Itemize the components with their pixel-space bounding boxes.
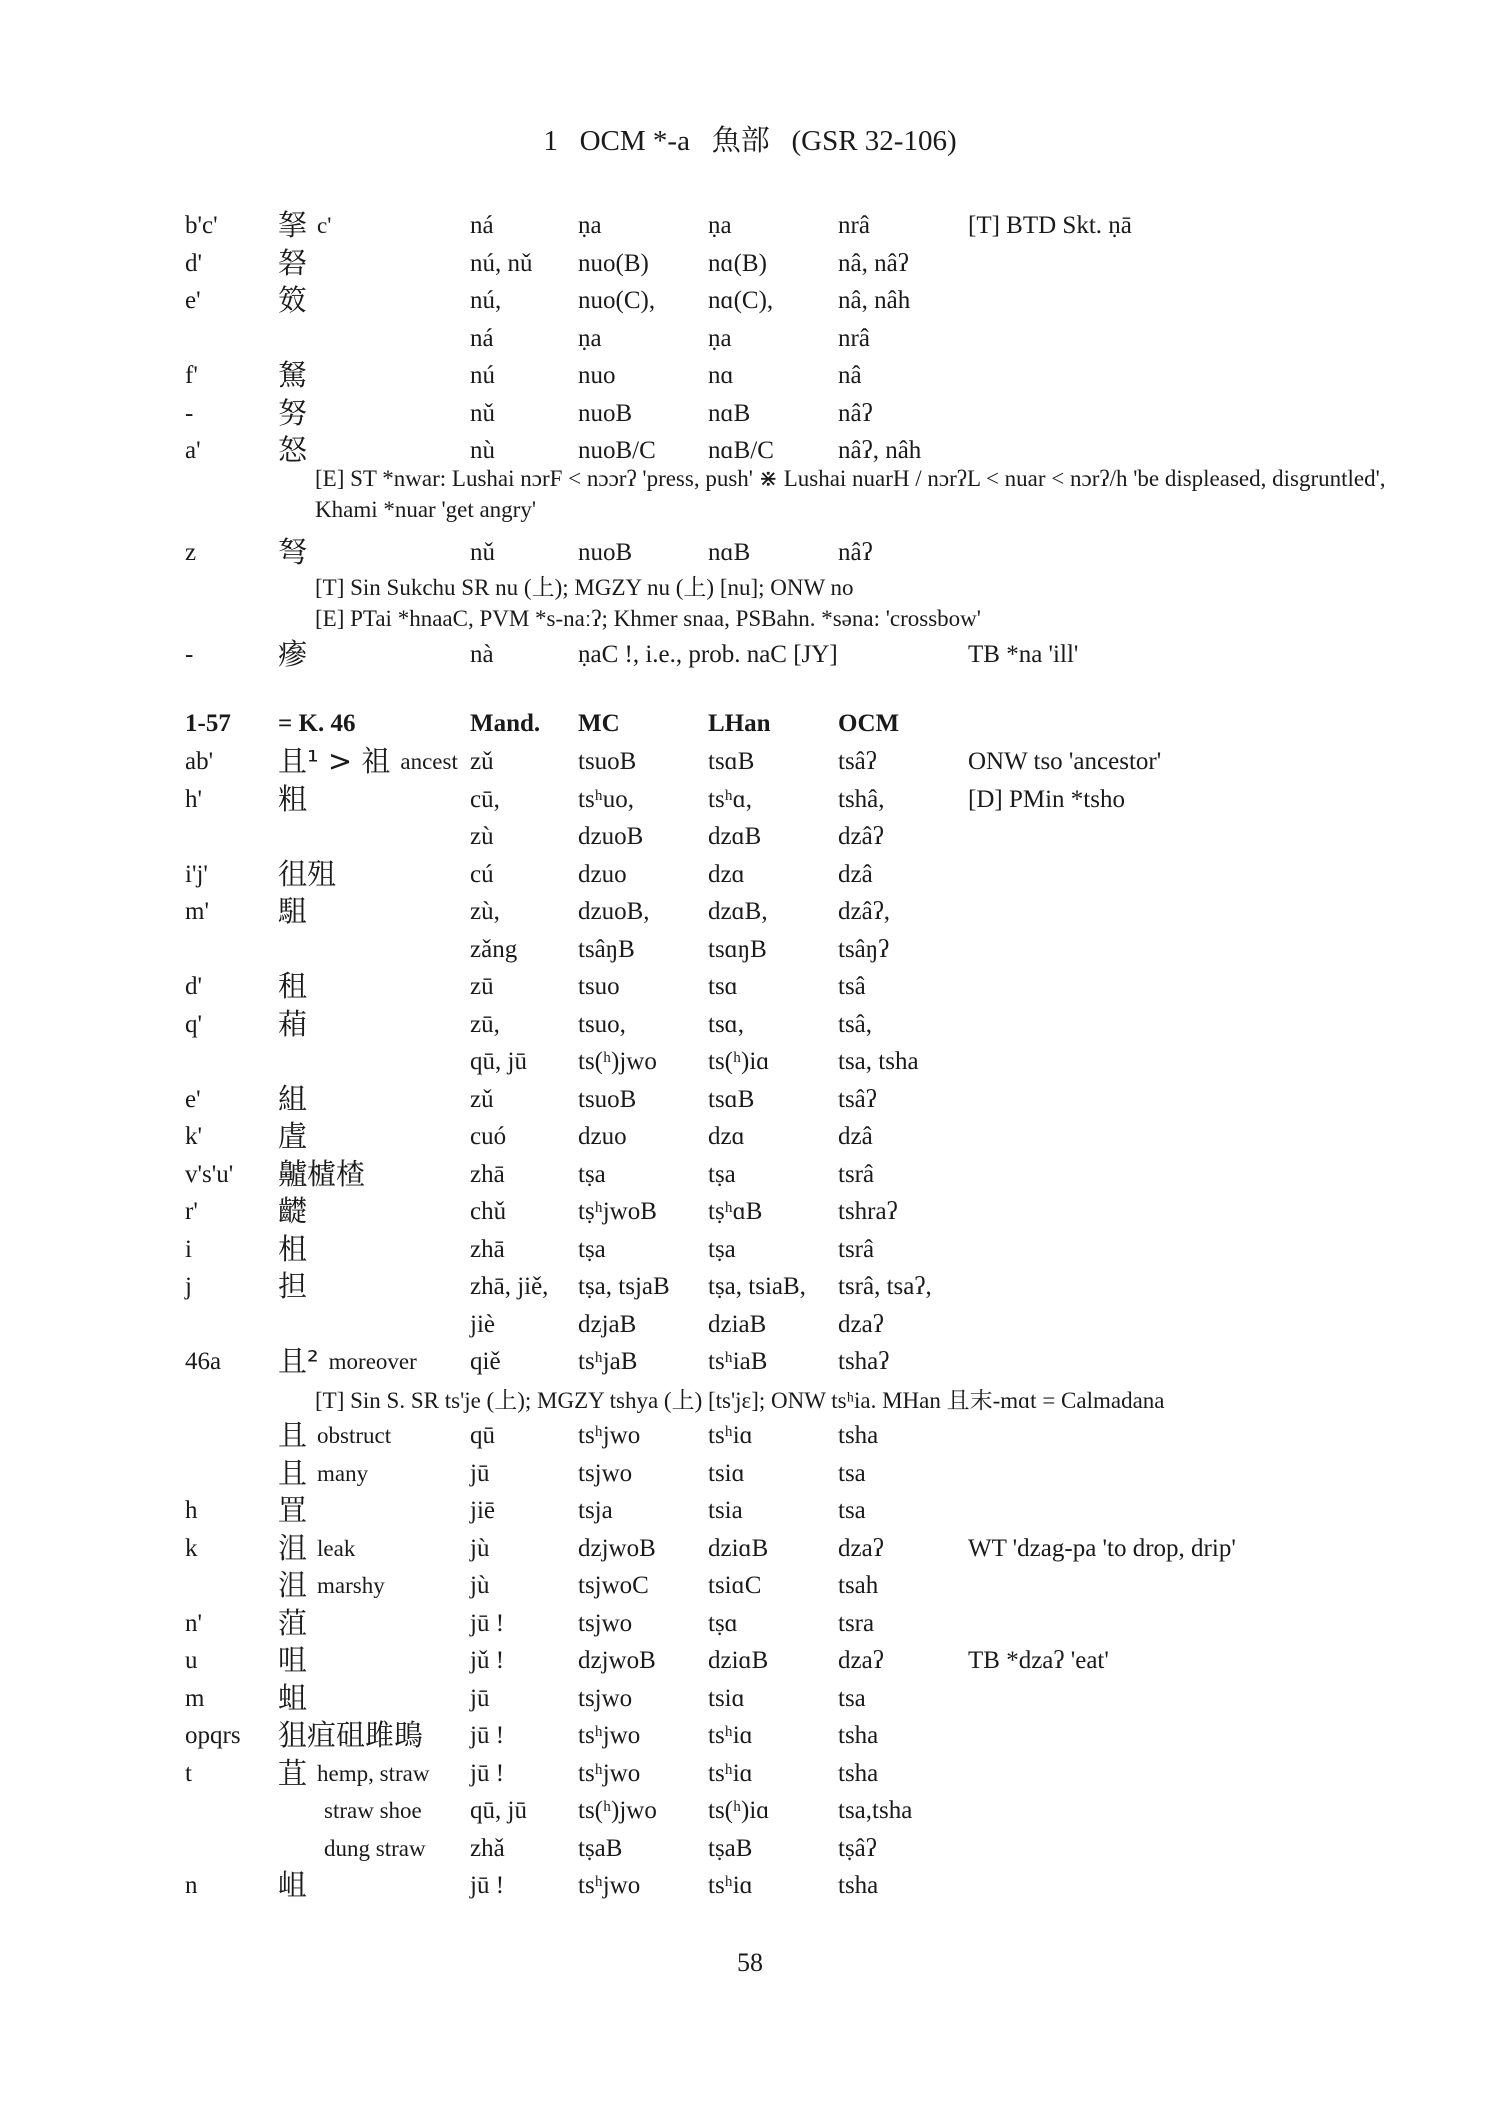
old-chinese-reading: tsâʔ: [838, 748, 877, 775]
gsr-number: opqrs: [185, 1722, 241, 1749]
mandarin-reading: zhā: [470, 1160, 505, 1188]
middle-chinese-reading: tṣaB: [578, 1834, 623, 1862]
gsr-number: h': [185, 785, 203, 813]
header-label: OCM *-a: [579, 125, 690, 157]
later-han-reading: nɑB: [708, 399, 751, 427]
row-note: TB *dzaʔ 'eat': [968, 1647, 1109, 1674]
character: 齇樝楂: [278, 1156, 366, 1191]
character: 沮: [278, 1530, 308, 1565]
middle-chinese-reading: tsuoB: [578, 1085, 637, 1113]
old-chinese-reading: dzâ: [838, 860, 873, 888]
mandarin-reading: ná: [470, 212, 494, 239]
middle-chinese-reading: nuoB: [578, 539, 633, 566]
middle-chinese-reading: tṣa: [578, 1235, 606, 1263]
character: 徂殂: [278, 856, 337, 891]
character: 怒: [278, 433, 308, 467]
later-han-reading: dzɑB,: [708, 898, 768, 925]
table-row: [0, 1118, 1500, 1155]
character: 拏: [278, 208, 308, 242]
later-han-reading: ṇa: [708, 324, 732, 352]
character: 岨: [278, 1868, 308, 1902]
gloss: straw shoe: [324, 1798, 422, 1823]
mandarin-reading: jù: [470, 1572, 490, 1599]
later-han-reading: nɑ(C),: [708, 287, 774, 314]
etymology-note: [T] Sin Sukchu SR nu (上); MGZY nu (上) [nu]; ONW no: [315, 575, 854, 600]
mandarin-reading: qū: [470, 1422, 495, 1449]
later-han-reading: dziaB: [708, 1310, 767, 1338]
gloss: ancest: [400, 749, 458, 774]
middle-chinese-reading: tsʰjwo: [578, 1422, 641, 1449]
middle-chinese-reading: ts(ʰ)jwo: [578, 1797, 657, 1824]
etymology-note: [E] ST *nwar: Lushai nɔrF < nɔɔrʔ 'press, push' ⋇ Lushai nuarH / nɔrʔL < nuar < nɔrʔ/h 'be displeased, disgruntled', Khami *nuar 'get angry': [315, 466, 1386, 522]
old-chinese-reading: tsrâ: [838, 1235, 875, 1263]
later-han-reading: tsʰiɑ: [708, 1722, 753, 1749]
mandarin-reading: jū !: [470, 1872, 505, 1899]
later-han-reading: tṣa: [708, 1235, 736, 1263]
col-lhan: LHan: [708, 710, 771, 737]
mandarin-reading: jǔ !: [470, 1647, 505, 1674]
old-chinese-reading: tsah: [838, 1572, 879, 1599]
page-number: 58: [737, 1948, 763, 1977]
character: 柤: [278, 1231, 308, 1266]
gsr-number: n: [185, 1872, 198, 1899]
old-chinese-reading: tsrâ: [838, 1160, 875, 1188]
character: 沮: [278, 1568, 308, 1602]
middle-chinese-reading: tsjwo: [578, 1684, 633, 1712]
table-row: [0, 931, 1500, 968]
middle-chinese-reading: nuo(C),: [578, 287, 656, 314]
middle-chinese-reading: dzjwoB: [578, 1534, 656, 1562]
middle-chinese-reading: tsʰjwo: [578, 1722, 641, 1749]
character: 苴: [278, 1755, 308, 1790]
gsr-number: n': [185, 1609, 203, 1637]
gsr-number: f': [185, 362, 198, 389]
row-note: [T] BTD Skt. ṇā: [968, 212, 1132, 239]
mandarin-reading: zǎng: [470, 935, 518, 963]
old-chinese-reading: tshâ,: [838, 785, 885, 813]
later-han-reading: ts(ʰ)iɑ: [708, 1797, 770, 1824]
old-chinese-reading: nâ, nâh: [838, 287, 911, 314]
gsr-number: -: [185, 641, 194, 668]
mandarin-reading: zù: [470, 823, 494, 850]
gloss: leak: [317, 1535, 356, 1561]
middle-chinese-reading: tsuo: [578, 973, 620, 1000]
middle-chinese-reading: tsja: [578, 1497, 613, 1524]
section-number: 1-57: [185, 710, 231, 737]
old-chinese-reading: nâʔ: [838, 539, 873, 566]
table-row: [0, 207, 1500, 244]
table-row: [0, 1642, 1500, 1679]
table-row: [0, 893, 1500, 930]
gloss: obstruct: [317, 1423, 392, 1448]
middle-chinese-reading: tṣa, tsjaB: [578, 1273, 670, 1300]
middle-chinese-reading: tsuo,: [578, 1010, 626, 1038]
middle-chinese-reading: tsʰjwo: [578, 1759, 641, 1787]
later-han-reading: tsɑŋB: [708, 935, 767, 963]
mandarin-reading: zhā, jiě,: [470, 1273, 549, 1300]
mandarin-reading: zū: [470, 973, 494, 1000]
gsr-number: e': [185, 287, 201, 314]
middle-chinese-reading: dzuoB: [578, 823, 644, 850]
middle-chinese-reading: tsʰjwo: [578, 1872, 641, 1899]
gloss: marshy: [317, 1573, 385, 1598]
gsr-number: m': [185, 898, 209, 925]
table-row: [0, 1717, 1500, 1754]
old-chinese-reading: tsa, tsha: [838, 1048, 919, 1075]
table-row: [0, 1530, 1500, 1567]
later-han-reading: dzɑ: [708, 1123, 745, 1150]
table-row: [0, 1755, 1500, 1792]
mandarin-reading: jù: [470, 1534, 490, 1562]
table-row: [0, 1867, 1500, 1904]
gsr-number: d': [185, 249, 203, 277]
later-han-reading: tṣaB: [708, 1834, 753, 1862]
old-chinese-reading: tsha: [838, 1422, 879, 1449]
table-row: [0, 743, 1500, 780]
gsr-number: e': [185, 1085, 201, 1113]
gsr-number: u: [185, 1647, 198, 1674]
character: 笯: [278, 283, 308, 317]
old-chinese-reading: dzaʔ: [838, 1310, 884, 1338]
later-han-reading: dziɑB: [708, 1534, 769, 1562]
table-row: [0, 282, 1500, 319]
old-chinese-reading: tsâŋʔ: [838, 935, 890, 963]
middle-chinese-reading: tsjwo: [578, 1459, 633, 1487]
middle-chinese-reading: dzjaB: [578, 1310, 637, 1338]
gsr-number: d': [185, 973, 203, 1000]
gsr-number: ab': [185, 748, 214, 775]
old-chinese-reading: tshraʔ: [838, 1198, 898, 1225]
table-row: [0, 245, 1500, 282]
middle-chinese-reading: nuo: [578, 362, 616, 389]
mandarin-reading: zǔ: [470, 1085, 494, 1113]
middle-chinese-reading: ṇaC !, i.e., prob. naC [JY]: [578, 641, 838, 668]
middle-chinese-reading: ts(ʰ)jwo: [578, 1048, 657, 1075]
old-chinese-reading: nâʔ, nâh: [838, 437, 922, 464]
character: 努: [278, 395, 308, 430]
mandarin-reading: nú: [470, 362, 495, 389]
table-row: [0, 856, 1500, 893]
character: 蛆: [278, 1680, 308, 1715]
mandarin-reading: chǔ: [470, 1198, 507, 1225]
table-row: [0, 1081, 1500, 1118]
table-row: [0, 1043, 1500, 1080]
later-han-reading: tsɑ: [708, 973, 738, 1000]
table-row: [0, 1231, 1500, 1268]
character: 粗: [278, 781, 308, 816]
mandarin-reading: jū !: [470, 1759, 505, 1787]
old-chinese-reading: nâ, nâʔ: [838, 249, 909, 277]
old-chinese-reading: tsha: [838, 1722, 879, 1749]
character: 狙疽砠雎鴡: [278, 1718, 424, 1752]
later-han-reading: nɑ: [708, 362, 734, 389]
character: 齼: [278, 1194, 308, 1228]
old-chinese-reading: tsa,tsha: [838, 1797, 913, 1824]
old-chinese-reading: tsha: [838, 1759, 879, 1787]
character: 且¹ > 祖: [278, 744, 391, 778]
middle-chinese-reading: nuoB/C: [578, 437, 656, 464]
middle-chinese-reading: tṣa: [578, 1160, 606, 1188]
mandarin-reading: qū, jū: [470, 1797, 527, 1824]
page-header: [0, 118, 1500, 159]
later-han-reading: tsia: [708, 1497, 743, 1524]
gsr-number: k: [185, 1534, 198, 1562]
gsr-number: 46a: [185, 1348, 222, 1375]
later-han-reading: nɑB: [708, 539, 751, 566]
table-row: [0, 636, 1500, 673]
row-note: WT 'dzag-pa 'to drop, drip': [968, 1534, 1236, 1562]
character: 駑: [278, 358, 308, 392]
mandarin-reading: nú,: [470, 287, 502, 314]
gsr-number: q': [185, 1010, 203, 1038]
middle-chinese-reading: tsʰuo,: [578, 785, 634, 813]
old-chinese-reading: nâ: [838, 362, 862, 389]
gsr-number: -: [185, 399, 194, 427]
gsr-number: j: [185, 1273, 192, 1300]
old-chinese-reading: dzâʔ: [838, 823, 884, 850]
gsr-number: z: [185, 539, 197, 566]
middle-chinese-reading: nuoB: [578, 399, 633, 427]
character: 駔: [278, 894, 308, 928]
mandarin-reading: zù,: [470, 898, 500, 925]
table-row: [0, 1006, 1500, 1043]
old-chinese-reading: dzâ: [838, 1123, 873, 1150]
mandarin-reading: zhǎ: [470, 1834, 505, 1862]
old-chinese-reading: tsha: [838, 1872, 879, 1899]
character: 組: [278, 1081, 308, 1116]
middle-chinese-reading: tsjwo: [578, 1609, 633, 1637]
mandarin-reading: jiè: [470, 1310, 495, 1338]
table-row: [0, 395, 1500, 432]
gsr-number: r': [185, 1198, 198, 1225]
table-row: [0, 1680, 1500, 1717]
later-han-reading: tsʰiɑ: [708, 1422, 753, 1449]
character: 瘮: [278, 637, 308, 671]
mandarin-reading: nú, nǔ: [470, 249, 533, 277]
later-han-reading: tsɑ,: [708, 1010, 744, 1038]
gsr-number: k': [185, 1123, 203, 1150]
later-han-reading: tṣa: [708, 1160, 736, 1188]
mandarin-reading: jū !: [470, 1609, 505, 1637]
table-row: [0, 1417, 1500, 1454]
old-chinese-reading: tshaʔ: [838, 1348, 890, 1375]
middle-chinese-reading: tsuoB: [578, 748, 637, 775]
table-row: [0, 1193, 1500, 1230]
gsr-number: b'c': [185, 212, 218, 239]
table-row: [0, 534, 1500, 571]
middle-chinese-reading: tsʰjaB: [578, 1348, 638, 1375]
old-chinese-reading: tsa: [838, 1459, 866, 1487]
gloss: c': [317, 213, 332, 238]
character: 且: [278, 1418, 308, 1452]
middle-chinese-reading: tṣʰjwoB: [578, 1198, 657, 1225]
gsr-number: i'j': [185, 860, 208, 888]
table-row: [0, 1455, 1500, 1492]
mandarin-reading: jū !: [470, 1722, 505, 1749]
row-note: [D] PMin *tsho: [968, 785, 1125, 813]
old-chinese-reading: tsa: [838, 1497, 866, 1524]
table-row: [0, 320, 1500, 357]
gsr-number: i: [185, 1235, 192, 1263]
section-header: [0, 705, 1500, 742]
later-han-reading: nɑ(B): [708, 249, 767, 277]
table-row: [0, 1792, 1500, 1829]
table-row: [0, 1605, 1500, 1642]
table-row: [0, 781, 1500, 818]
later-han-reading: tsiɑC: [708, 1572, 762, 1599]
later-han-reading: tsʰɑ,: [708, 785, 753, 813]
row-note: ONW tso 'ancestor': [968, 748, 1162, 775]
old-chinese-reading: dzaʔ: [838, 1534, 884, 1562]
gloss: dung straw: [324, 1835, 426, 1861]
old-chinese-reading: tsra: [838, 1609, 875, 1637]
table-row: [0, 1492, 1500, 1529]
header-gsr: (GSR 32-106): [791, 125, 957, 157]
old-chinese-reading: tsrâ, tsaʔ,: [838, 1273, 932, 1300]
gsr-number: v's'u': [185, 1160, 234, 1188]
old-chinese-reading: dzâʔ,: [838, 898, 891, 925]
character: 葙: [278, 1006, 308, 1041]
gsr-number: m: [185, 1684, 205, 1712]
mandarin-reading: jū: [470, 1684, 490, 1712]
mandarin-reading: qiě: [470, 1348, 501, 1375]
col-ocm: OCM: [838, 710, 900, 737]
gloss: hemp, straw: [317, 1760, 430, 1786]
mandarin-reading: cú: [470, 860, 494, 888]
etymology-note: [E] PTai *hnaaC, PVM *s-naːʔ; Khmer snaa, PSBahn. *səna: 'crossbow': [315, 606, 981, 631]
gsr-number: t: [185, 1759, 192, 1787]
mandarin-reading: nǔ: [470, 399, 495, 427]
later-han-reading: ts(ʰ)iɑ: [708, 1048, 770, 1075]
table-row: [0, 1306, 1500, 1343]
table-row: [0, 1268, 1500, 1305]
table-row: [0, 357, 1500, 394]
character: 且²: [278, 1344, 319, 1378]
later-han-reading: tsʰiɑ: [708, 1759, 753, 1787]
old-chinese-reading: tsâ,: [838, 1010, 873, 1038]
mandarin-reading: jū: [470, 1459, 490, 1487]
character: 且: [278, 1455, 308, 1490]
table-row: [0, 1830, 1500, 1867]
mandarin-reading: zū,: [470, 1010, 500, 1038]
mandarin-reading: qū, jū: [470, 1048, 527, 1075]
gsr-number: h: [185, 1497, 198, 1524]
character: 租: [278, 969, 308, 1003]
old-chinese-reading: dzaʔ: [838, 1647, 884, 1674]
table-row: [0, 968, 1500, 1005]
middle-chinese-reading: nuo(B): [578, 249, 649, 277]
later-han-reading: tṣɑ: [708, 1609, 738, 1637]
col-mc: MC: [578, 710, 620, 737]
mandarin-reading: ná: [470, 324, 494, 352]
middle-chinese-reading: dzuoB,: [578, 898, 650, 925]
table-row: [0, 1567, 1500, 1604]
gloss: many: [317, 1460, 369, 1486]
middle-chinese-reading: ṇa: [578, 212, 602, 239]
table-row: [0, 818, 1500, 855]
table-row: [0, 1343, 1500, 1380]
mandarin-reading: nǔ: [470, 539, 495, 566]
later-han-reading: tsʰiaB: [708, 1348, 768, 1375]
later-han-reading: tṣʰɑB: [708, 1198, 763, 1225]
middle-chinese-reading: ṇa: [578, 324, 602, 352]
later-han-reading: tsiɑ: [708, 1684, 745, 1712]
karlgren-ref: = K. 46: [278, 710, 356, 737]
middle-chinese-reading: dzjwoB: [578, 1647, 656, 1674]
later-han-reading: dzɑ: [708, 860, 745, 888]
mandarin-reading: cuó: [470, 1123, 507, 1150]
later-han-reading: tṣa, tsiaB,: [708, 1273, 806, 1300]
later-han-reading: dziɑB: [708, 1647, 769, 1674]
character: 砮: [278, 245, 308, 280]
later-han-reading: tsɑB: [708, 748, 755, 775]
etymology-note: [T] Sin S. SR ts'je (上); MGZY tshya (上) [ts'jɛ]; ONW tsʰia. MHan 且末-mɑt = Calmadana: [315, 1388, 1165, 1413]
header-chinese: 魚部: [711, 123, 770, 157]
gsr-number: a': [185, 437, 201, 464]
middle-chinese-reading: tsâŋB: [578, 935, 635, 963]
mandarin-reading: nà: [470, 641, 494, 668]
col-mand: Mand.: [470, 710, 541, 737]
later-han-reading: nɑB/C: [708, 437, 774, 464]
mandarin-reading: jiē: [470, 1497, 495, 1524]
later-han-reading: tsɑB: [708, 1085, 755, 1113]
old-chinese-reading: nâʔ: [838, 399, 873, 427]
mandarin-reading: cū,: [470, 785, 500, 813]
old-chinese-reading: tsa: [838, 1684, 866, 1712]
old-chinese-reading: tsâ: [838, 973, 866, 1000]
old-chinese-reading: nrâ: [838, 212, 870, 239]
later-han-reading: tsʰiɑ: [708, 1872, 753, 1899]
character: 咀: [278, 1643, 308, 1677]
old-chinese-reading: tsâʔ: [838, 1085, 877, 1113]
character: 虘: [278, 1119, 308, 1153]
old-chinese-reading: nrâ: [838, 324, 870, 352]
gloss: moreover: [328, 1349, 417, 1374]
row-note: TB *na 'ill': [968, 641, 1079, 668]
character: 罝: [278, 1493, 308, 1527]
middle-chinese-reading: dzuo: [578, 860, 627, 888]
old-chinese-reading: tṣâʔ: [838, 1834, 877, 1862]
character: 担: [278, 1269, 308, 1303]
character: 菹: [278, 1605, 308, 1640]
later-han-reading: tsiɑ: [708, 1459, 745, 1487]
character: 弩: [278, 535, 308, 569]
mandarin-reading: nù: [470, 437, 495, 464]
mandarin-reading: zǔ: [470, 748, 494, 775]
header-number: 1: [543, 125, 558, 157]
later-han-reading: dzɑB: [708, 823, 762, 850]
middle-chinese-reading: tsjwoC: [578, 1572, 649, 1599]
mandarin-reading: zhā: [470, 1235, 505, 1263]
middle-chinese-reading: dzuo: [578, 1123, 627, 1150]
table-row: [0, 1156, 1500, 1193]
later-han-reading: ṇa: [708, 212, 732, 239]
